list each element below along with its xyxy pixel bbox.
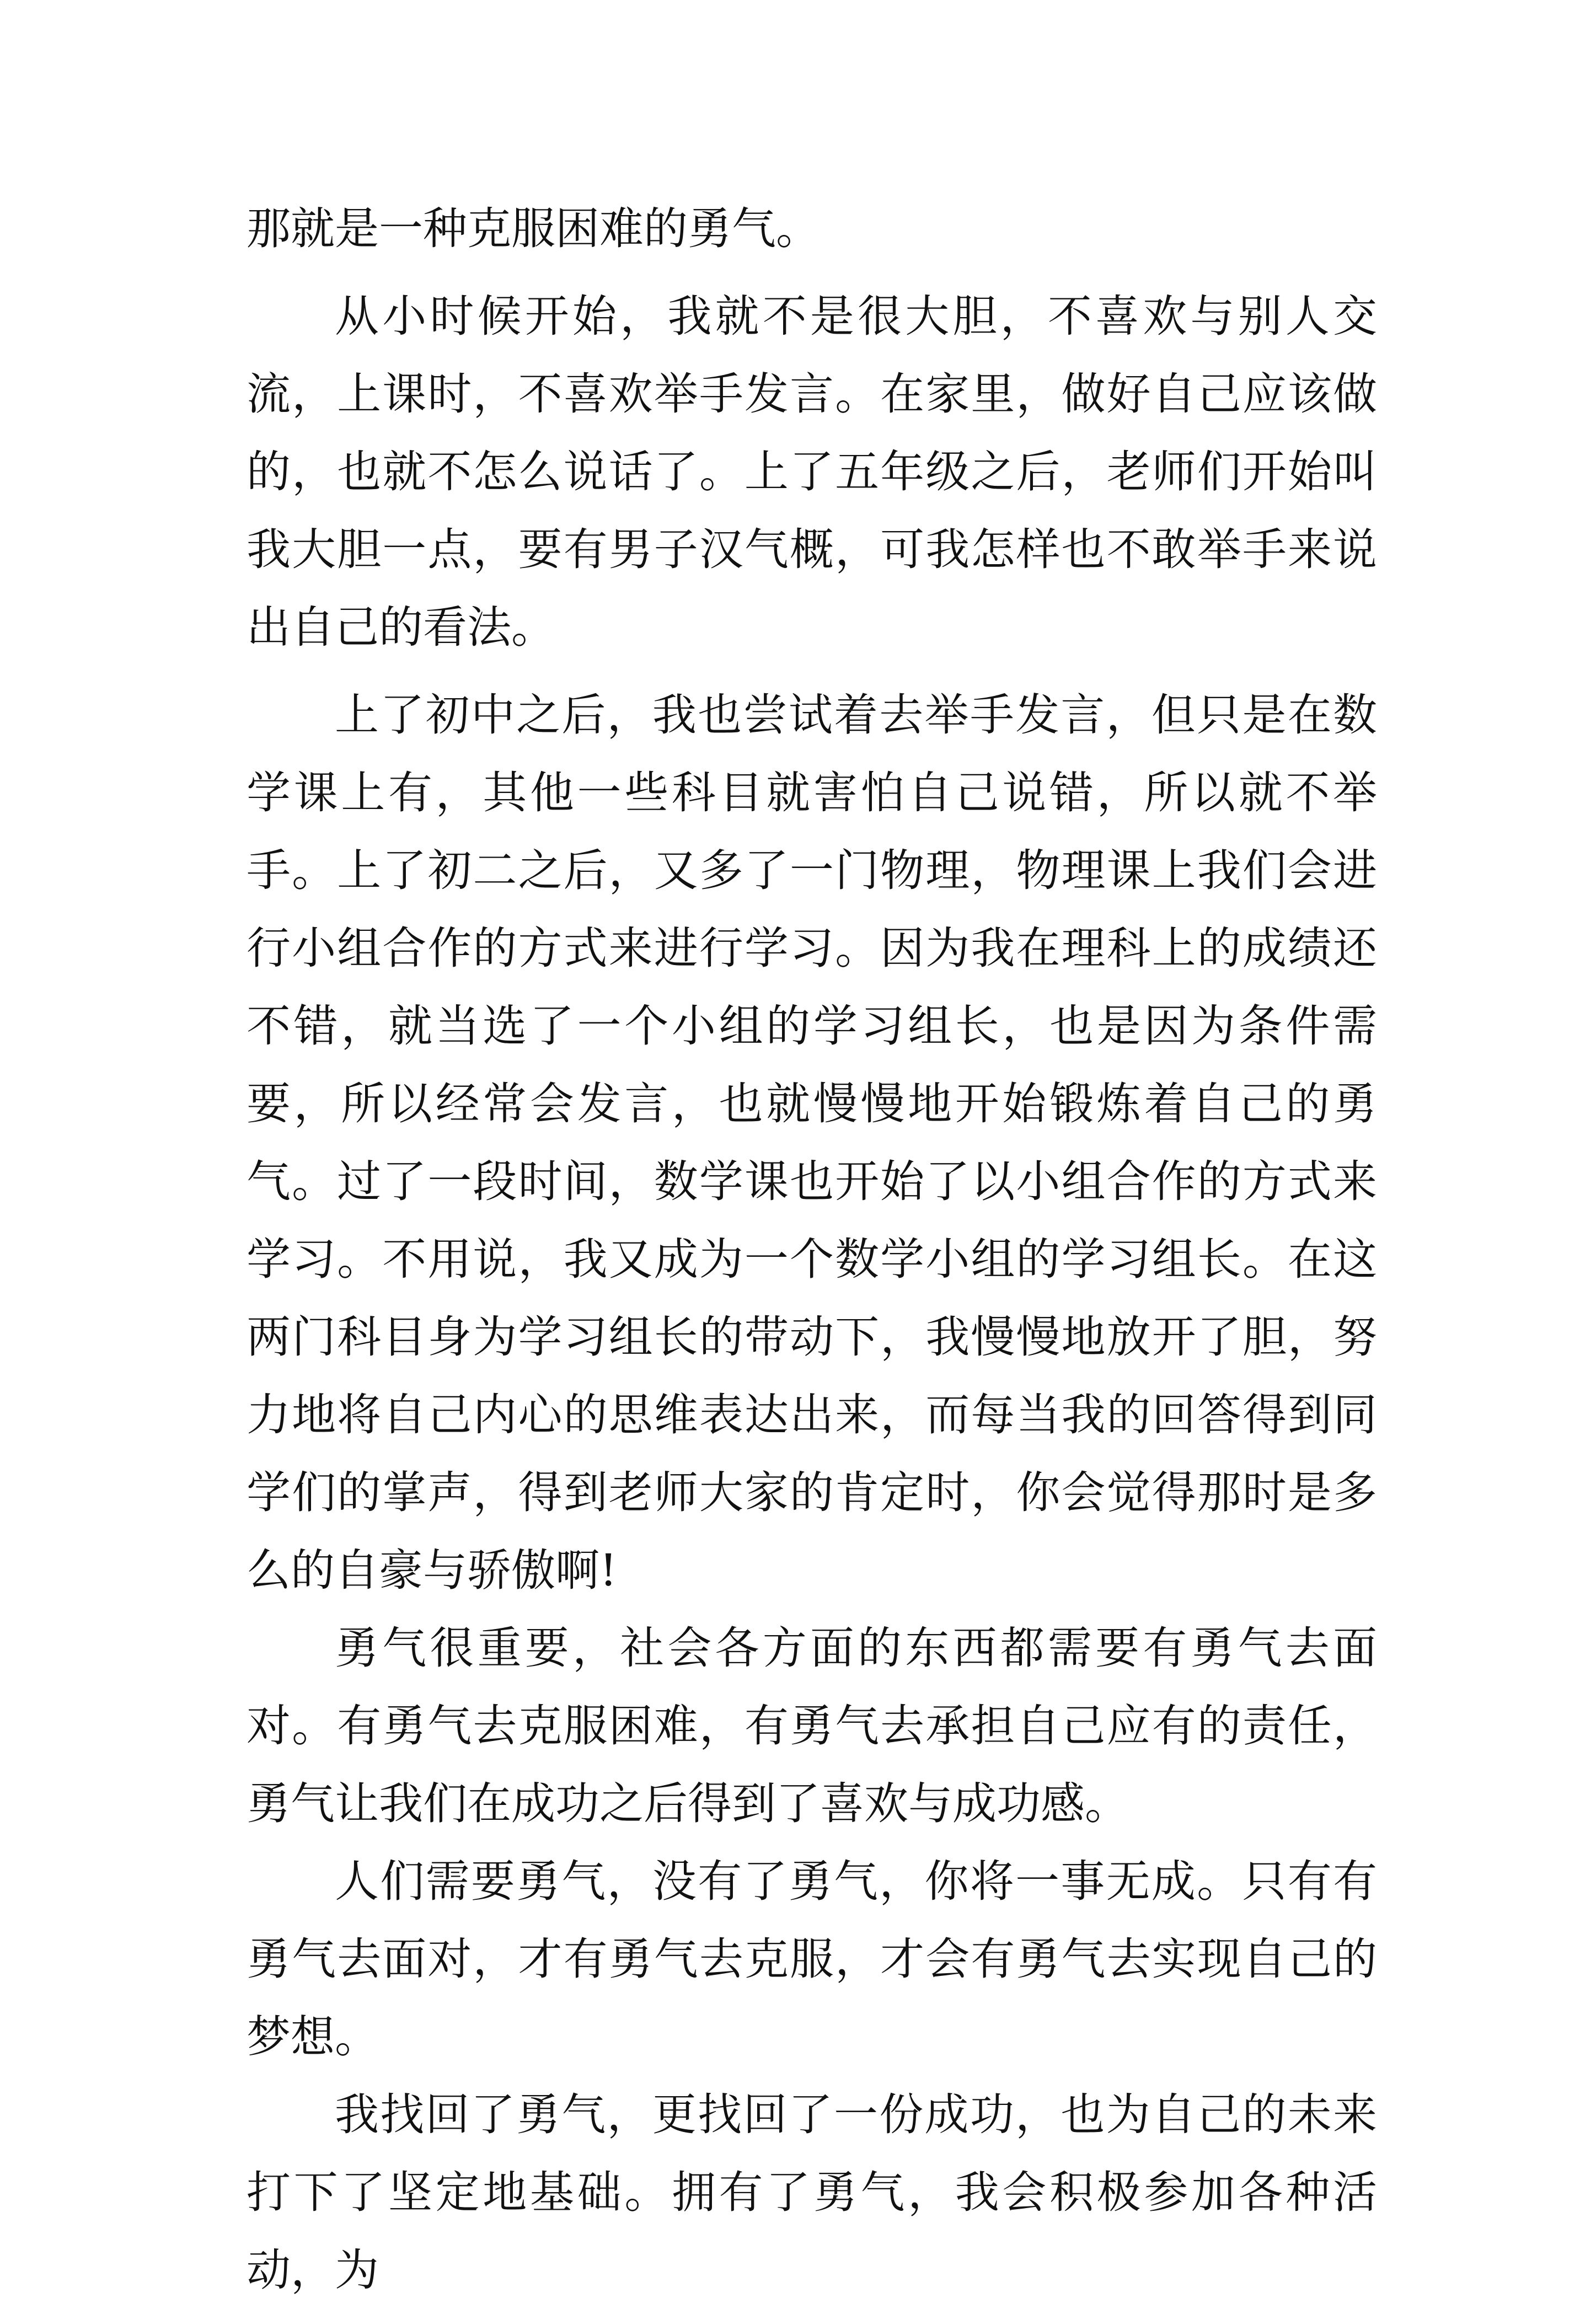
paragraph-continuation: 那就是一种克服困难的勇气。 — [247, 203, 820, 254]
paragraph-need-courage: 人们需要勇气，没有了勇气，你将一事无成。只有有勇气去面对，才有勇气去克服，才会有勇气去实现自己的梦想。 — [247, 1856, 1377, 2062]
paragraph-importance: 勇气很重要，社会各方面的东西都需要有勇气去面对。有勇气去克服困难，有勇气去承担自己应有的责任，勇气让我们在成功之后得到了喜欢与成功感。 — [247, 1622, 1377, 1829]
paragraph-childhood: 从小时候开始，我就不是很大胆，不喜欢与别人交流，上课时，不喜欢举手发言。在家里，做好自己应该做的，也就不怎么说话了。上了五年级之后，老师们开始叫我大胆一点，要有男子汉气概，可我怎样也不敢举手来说出自己的看法。 — [247, 291, 1377, 653]
essay-body — [247, 190, 1377, 2309]
paragraph-found-courage: 我找回了勇气，更找回了一份成功，也为自己的未来打下了坚定地基础。拥有了勇气，我会积极参加各种活动，为 — [247, 2089, 1377, 2296]
paragraph-middle-school: 上了初中之后，我也尝试着去举手发言，但只是在数学课上有，其他一些科目就害怕自己说错，所以就不举手。上了初二之后，又多了一门物理，物理课上我们会进行小组合作的方式来进行学习。因为我在理科上的成绩还不错，就当选了一个小组的学习组长，也是因为条件需要，所以经常会发言，也就慢慢地开始锻炼着自己的勇气。过了一段时间，数学课也开始了以小组合作的方式来学习。不用说，我又成为一个数学小组的学习组长。在这两门科目身为学习组长的带动下，我慢慢地放开了胆，努力地将自己内心的思维表达出来，而每当我的回答得到同学们的掌声，得到老师大家的肯定时，你会觉得那时是多么的自豪与骄傲啊! — [247, 689, 1377, 1596]
